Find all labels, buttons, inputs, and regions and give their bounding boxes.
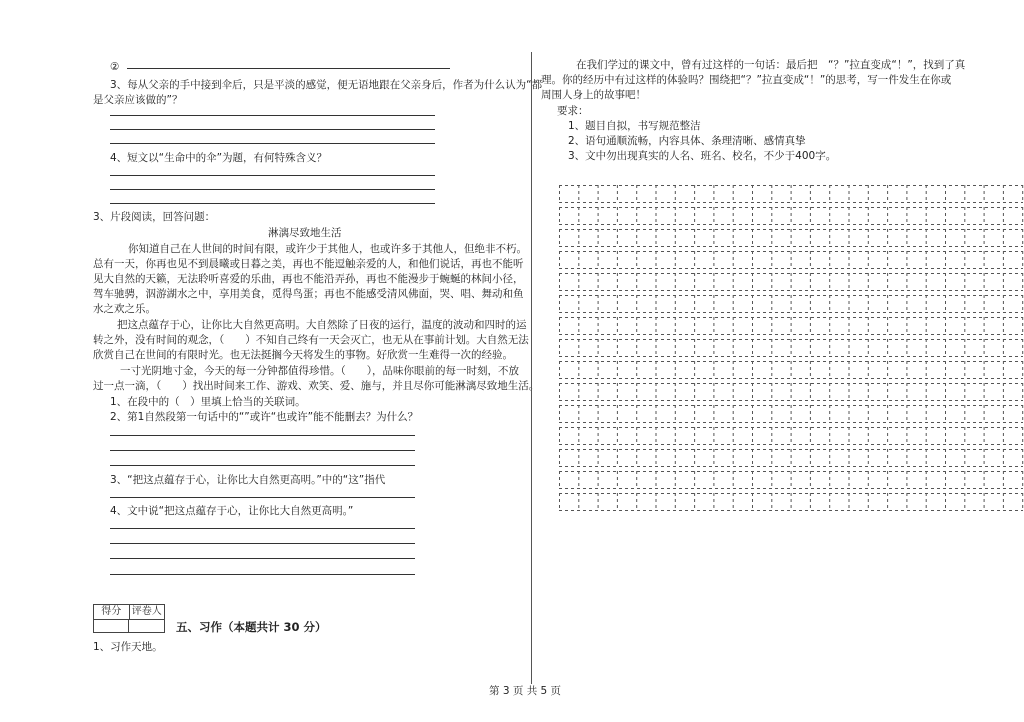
grader-label: 评卷人 — [131, 606, 162, 617]
score-label: 得分 — [94, 605, 130, 619]
sub-question-4: 4、文中说“把这点蕴存于心，让你比大自然更高明。” — [110, 505, 354, 517]
requirement-item: 3、文中勿出现真实的人名、班名、校名，不少于400字。 — [568, 150, 837, 162]
answer-line[interactable] — [110, 528, 415, 529]
passage-line: 驾车驰骋，泅游湖水之中，享用美食，觅得鸟蛋；再也不能感受清风佛面，哭、唱、舞动和鱼 — [93, 288, 524, 300]
answer-line[interactable] — [110, 558, 415, 559]
answer-line[interactable] — [110, 435, 415, 436]
answer-line[interactable] — [110, 497, 415, 498]
section-5-title: 五、习作（本题共计 30 分） — [176, 620, 327, 634]
score-box — [93, 604, 165, 633]
requirement-item: 2、语句通顺流畅，内容具体、条理清晰、感情真挚 — [568, 135, 806, 147]
passage-title: 淋漓尽致地生活 — [268, 227, 342, 239]
score-cell[interactable] — [94, 619, 129, 632]
answer-marker-2: ② — [110, 61, 120, 73]
passage-line: 一寸光阴地寸金，今天的每一分钟都值得珍惜。（ ），品味你眼前的每一时刻，不放 — [120, 365, 519, 377]
passage-line: 总有一天，你再也见不到晨曦或日暮之美，再也不能逗触亲爱的人，和他们说话，再也不能听 — [93, 258, 524, 270]
essay-item: 1、习作天地。 — [93, 641, 163, 653]
question-4: 4、短文以“生命中的伞”为题，有何特殊含义？ — [110, 152, 328, 164]
passage-line: 过一点一滴，（ ）找出时间来工作、游戏、欢笑、爱、施与，并且尽你可能淋漓尽致地生活。 — [93, 380, 540, 392]
page-footer: 第 3 页 共 5 页 — [489, 685, 562, 697]
passage-line: 把这点蕴存于心，让你比大自然更高明。大自然除了日夜的运行，温度的波动和四时的运 — [117, 319, 527, 331]
answer-line[interactable] — [110, 175, 435, 176]
section-3-intro: 3、片段阅读，回答问题： — [93, 211, 216, 223]
passage-line: 欣赏自己在世间的有限时光。也无法挺搁今天将发生的事物。好欣赏一生难得一次的经验。 — [93, 349, 513, 361]
essay-prompt: 在我们学过的课文中，曾有过这样的一句话：最后把 “？”拉直变成“！”，找到了真 — [576, 59, 966, 71]
essay-prompt-cont: 周围人身上的故事吧！ — [541, 89, 646, 101]
passage-line: 转之外，没有时间的观念，（ ）不知自己终有一天会灭亡，也无从在事前计划。大自然无法 — [93, 334, 529, 346]
answer-line[interactable] — [110, 465, 415, 466]
answer-line[interactable] — [110, 450, 415, 451]
writing-grid[interactable] — [559, 185, 1024, 511]
sub-question-3: 3、“把这点蕴存于心，让你比大自然更高明。”中的“这”指代 — [110, 474, 386, 486]
answer-line[interactable] — [110, 143, 435, 144]
requirement-item: 1、题目自拟，书写规范整洁 — [568, 120, 701, 132]
answer-line[interactable] — [110, 543, 415, 544]
answer-line[interactable] — [110, 115, 435, 116]
answer-line[interactable] — [127, 68, 450, 69]
answer-line[interactable] — [110, 189, 435, 190]
column-divider — [531, 52, 532, 684]
passage-line: 你知道自己在人世间的时间有限，或许少于其他人，也或许多于其他人，但绝非不朽。 — [128, 243, 527, 255]
sub-question-2: 2、第1自然段第一句话中的“”或许“也或许”能不能删去？为什么？ — [110, 411, 419, 423]
sub-question-1: 1、在段中的（ ）里填上恰当的关联词。 — [110, 396, 306, 408]
essay-prompt-cont: 理。你的经历中有过这样的体验吗？围绕把“？”拉直变成“！”的思考，写一件发生在你或 — [541, 74, 952, 86]
passage-line: 水之欢之乐。 — [93, 303, 156, 315]
answer-line[interactable] — [110, 574, 415, 575]
requirements-title: 要求： — [557, 105, 589, 117]
passage-line: 见大自然的天籁，无法聆听喜爱的乐曲，再也不能沿弄孙，再也不能漫步于蜿蜒的林间小径， — [93, 273, 524, 285]
question-3-cont: 是父亲应该做的”？ — [93, 94, 183, 106]
question-3: 3、每从父亲的手中接到伞后，只是平淡的感觉，便无语地跟在父亲身后，作者为什么认为“都 — [110, 79, 543, 91]
answer-line[interactable] — [110, 203, 435, 204]
answer-line[interactable] — [110, 129, 435, 130]
